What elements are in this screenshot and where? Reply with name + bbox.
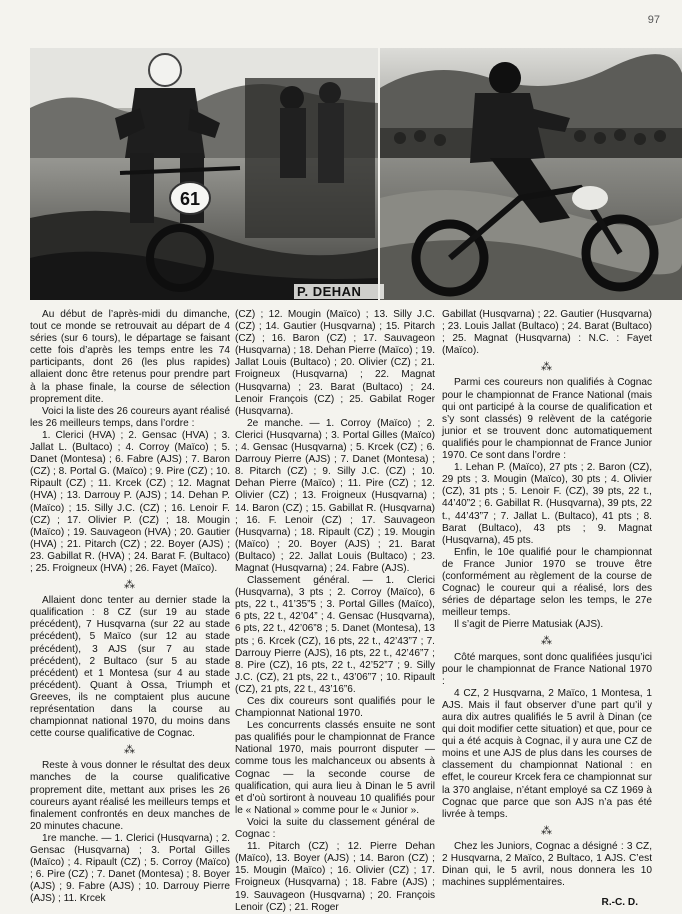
- paragraph: Voici la suite du classement général de Cognac :: [235, 816, 435, 841]
- results-list-cont: Gabillat (Husqvarna) ; 22. Gautier (Husqvarna) ; 23. Louis Jallat (Bultaco) ; 24. Barat (Bultaco) ; 25. Magnat (Husqvarna) : N.C. : Fayet (Maïco).: [442, 309, 652, 357]
- photo-right: [380, 48, 682, 300]
- text-column-1: [30, 309, 230, 906]
- separator: ⁂: [124, 579, 136, 592]
- photo-strip: [30, 48, 682, 300]
- results-heat-2: 2e manche. — 1. Corroy (Maïco) ; 2. Clerici (Husqvarna) ; 3. Portal Gilles (Maïco) ; 4. Gensac (Husqvarna) ; 5. Krcek (CZ) ; 6. Darrouy Pierre (AJS) ; 7. Danet (Montesa) ; 8. Pitarch (CZ) ; 9. Silly J.C. (CZ) ; 10. Dehan Pierre (Maïco) ; 11. Pire (CZ) ; 12. Olivier (CZ) ; 13. Froigneux (Husqvarna) ; 14. Baron (CZ) ; 15. Gabillat R. (Husqvarna) ; 16. F. Lenoir (CZ) ; 17. Sauvageon (Husqvarna) ; 18. Ripault (CZ) ; 19. Mougin (Maïco) ; 20. Boyer (AJS) ; 21. Barat (Bultaco) ; 22. Jallat Louis (Bultaco) ; 23. Magnat (Husqvarna) ; 24. Fabre (AJS).: [235, 417, 435, 574]
- signature: R.-C. D.: [601, 897, 638, 909]
- results-list: 11. Pitarch (CZ) ; 12. Pierre Dehan (Maïco), 13. Boyer (AJS) ; 14. Baron (CZ) ; 15. Mougin (Maïco) ; 16. Olivier (CZ) ; 17. Froigneux (Husqvarna) ; 18. Fabre (AJS) ; 19. Sauvageon (Husqvarna) ; 20. François Lenoir (CZ) ; 21. Roger: [235, 841, 435, 913]
- results-heat-1: 1re manche. — 1. Clerici (Husqvarna) ; 2. Gensac (Husqvarna) ; 3. Portal Gilles (Maïco) ; 4. Ripault (CZ) ; 5. Corroy (Maïco) ; 6. Pire (CZ) ; 7. Danet (Montesa) ; 8. Boyer (AJS) ; 9. Fabre (AJS) ; 10. Darrouy Pierre (AJS) ; 11. Krcek: [30, 832, 230, 905]
- separator: ⁂: [541, 635, 553, 648]
- results-heat-1-cont: (CZ) ; 12. Mougin (Maïco) ; 13. Silly J.C. (CZ) ; 14. Gautier (Husqvarna) ; 15. Pitarch (CZ) ; 16. Baron (CZ) ; 17. Sauvageon (Husqvarna) ; 18. Dehan Pierre (Maïco) ; 19. Jallat Louis (Bultaco) ; 20. Olivier (CZ) ; 21. Froigneux (Husqvarna) ; 22. Magnat (Husqvarna) ; 23. Barat (Bultaco) ; 24. Lenoir François (CZ) ; 25. Gabilat Roger (Husqvarna).: [235, 309, 435, 417]
- separator: ⁂: [541, 824, 553, 837]
- page-number: 97: [647, 14, 660, 26]
- photo-caption: P. DEHAN: [294, 284, 384, 299]
- rider-jump-photo: [380, 48, 682, 300]
- paragraph: Il s’agit de Pierre Matusiak (AJS).: [454, 619, 604, 631]
- separator: ⁂: [124, 744, 136, 757]
- paragraph: Ces dix coureurs sont qualifiés pour le Championnat National 1970.: [235, 696, 435, 720]
- text-column-2: [235, 309, 435, 914]
- paragraph: Enfin, le 10e qualifié pour le championnat de France Junior 1970 se trouve être (conformément au règlement de la course de Cognac) le coureur qui a réalisé, lors des séries de départage selon les temps, le 27e meilleur temps.: [442, 546, 652, 619]
- paragraph: Voici la liste des 26 coureurs ayant réalisé les 26 meilleurs temps, dans l’ordre :: [30, 405, 230, 429]
- paragraph: Allaient donc tenter au dernier stade la qualification : 8 CZ (sur 19 au stade précédent), 7 Husqvarna (sur 22 au stade précédent), 5 Maïco (sur 12 au stade précédent), 3 AJS (sur 7 au stade précédent), 2 Bultaco (sur 5 au stade précédent) et 1 Montesa (sur 4 au stade précédent). Quant à Ossa, Triumph et Greeves, ils ne comptaient plus aucune représentation dans la course au championnat national 1970, du moins dans cette course qualificative de Cognac.: [30, 595, 230, 740]
- text-column-3: [442, 309, 652, 909]
- rider-61-photo: [30, 48, 378, 300]
- bike-number-label: 61: [180, 189, 201, 209]
- results-list: 1. Clerici (HVA) ; 2. Gensac (HVA) ; 3. Jallat L. (Bultaco) ; 4. Corroy (Maïco) ; 5. Danet (Montesa) ; 6. Fabre (AJS) ; 7. Baron (CZ) ; 8. Portal G. (Maïco) ; 9. Pire (CZ) ; 10. Ripault (CZ) ; 11. Krcek (CZ) ; 12. Magnat (HVA) ; 13. Darrouy P. (AJS) ; 14. Dehan P. (Maïco) ; 15. Silly J.C. (CZ) ; 16. Lenoir F. (CZ) ; 17. Olivier P. (CZ) ; 18. Mougin (Maïco) ; 19. Sauvageon (HVA) ; 20. Gautier (HVA) ; 21. Pitarch (CZ) ; 22. Boyer (AJS) ; 23. Gabillat R. (HVA) ; 24. Barat F. (Bultaco) ; 25. Froigneux (HVA) ; 26. Fayet (Maïco).: [30, 429, 230, 574]
- paragraph: Au début de l’après-midi du dimanche, tout ce monde se retrouvait au départ de 4 séries (sur 6 tours), le départage se faisant cette fois d’après les temps entre les 74 participants, dont 26 (les plus rapides) allaient donc être retenus pour prendre part à la phase finale, la course de sélection proprement dite.: [30, 309, 230, 405]
- separator: ⁂: [541, 361, 553, 374]
- general-classification: Classement général. — 1. Clerici (Husqvarna), 3 pts ; 2. Corroy (Maïco), 6 pts, 22 t., 41’35”5 ; 3. Portal Gilles (Maïco), 6 pts, 22 t., 42’04” ; 4. Gensac (Husqvarna), 6 pts, 22 t., 42’06”8 ; 5. Danet (Montesa), 13 pts ; 6. Krcek (CZ), 16 pts, 22 t., 42’43”7 ; 7. Darrouy Pierre (AJS), 16 pts, 22 t., 42’46”7 ; 8. Pire (CZ), 16 pts, 22 t., 42’52”7 ; 9. Silly J.C. (CZ), 21 pts, 22 t., 43’06”7 ; 10. Ripault (CZ), 21 pts, 22 t., 43’16”6.: [235, 575, 435, 695]
- paragraph: Les concurrents classés ensuite ne sont pas qualifiés pour le championnat de France National 1970, mais pourront disputer — comme tous les malchanceux ou absents à Cognac — la seconde course de qualification, qui aura lieu à Dinan le 5 avril et d’où sortiront à nouveau 10 qualifiés pour le « National » comme pour le « Junior ».: [235, 720, 435, 816]
- paragraph: 4 CZ, 2 Husqvarna, 2 Maïco, 1 Montesa, 1 AJS. Mais il faut observer d’une part qu’il y aura dix autres qualifiés le 5 avril à Dinan (ce qui doit modifier cette situation) et que, pour ce qui a été acquis à Cognac, il y aura une CZ de moins et une AJS de plus dans les courses de classement du championnat National : en effet, le coureur Krcek fera ce championnat sur la 370 anglaise, n’étant employé sa CZ 1969 à Cognac que parce que son AJS n’a pas été livrée à temps.: [442, 687, 652, 820]
- photo-left: [30, 48, 378, 300]
- paragraph: Reste à vous donner le résultat des deux manches de la course qualificative proprement dite, mettant aux prises les 26 coureurs ayant réalisé les meilleurs temps et finalement confrontés en deux manches de 20 minutes chacune.: [30, 760, 230, 832]
- paragraph: Côté marques, sont donc qualifiées jusqu’ici pour le championnat de France National 1970 :: [442, 651, 652, 687]
- junior-results: 1. Lehan P. (Maïco), 27 pts ; 2. Baron (CZ), 29 pts ; 3. Mougin (Maïco), 30 pts ; 4. Olivier (CZ), 31 pts ; 5. Lenoir F. (CZ), 39 pts, 22 t., 44’40”2 ; 6. Gabillat R. (Husqvarna), 39 pts, 22 t., 44’43”7 ; 7. Jallat L. (Bultaco), 41 pts ; 8. Barat (Bultaco), 43 pts ; 9. Magnat (Husqvarna), 45 pts.: [442, 462, 652, 546]
- paragraph: Chez les Juniors, Cognac a désigné : 3 CZ, 2 Husqvarna, 2 Maïco, 2 Bultaco, 1 AJS. C’est Dinan qui, le 5 avril, nous donnera les 10 machines supplémentaires.: [442, 840, 652, 889]
- paragraph: Parmi ces coureurs non qualifiés à Cognac pour le championnat de France National (mais qui ont participé à la course de qualification et s’y sont classés) 9 relèvent de la catégorie junior et se trouvent donc automatiquement qualifiés pour le championnat de France Junior 1970. Ce sont dans l’ordre :: [442, 377, 652, 462]
